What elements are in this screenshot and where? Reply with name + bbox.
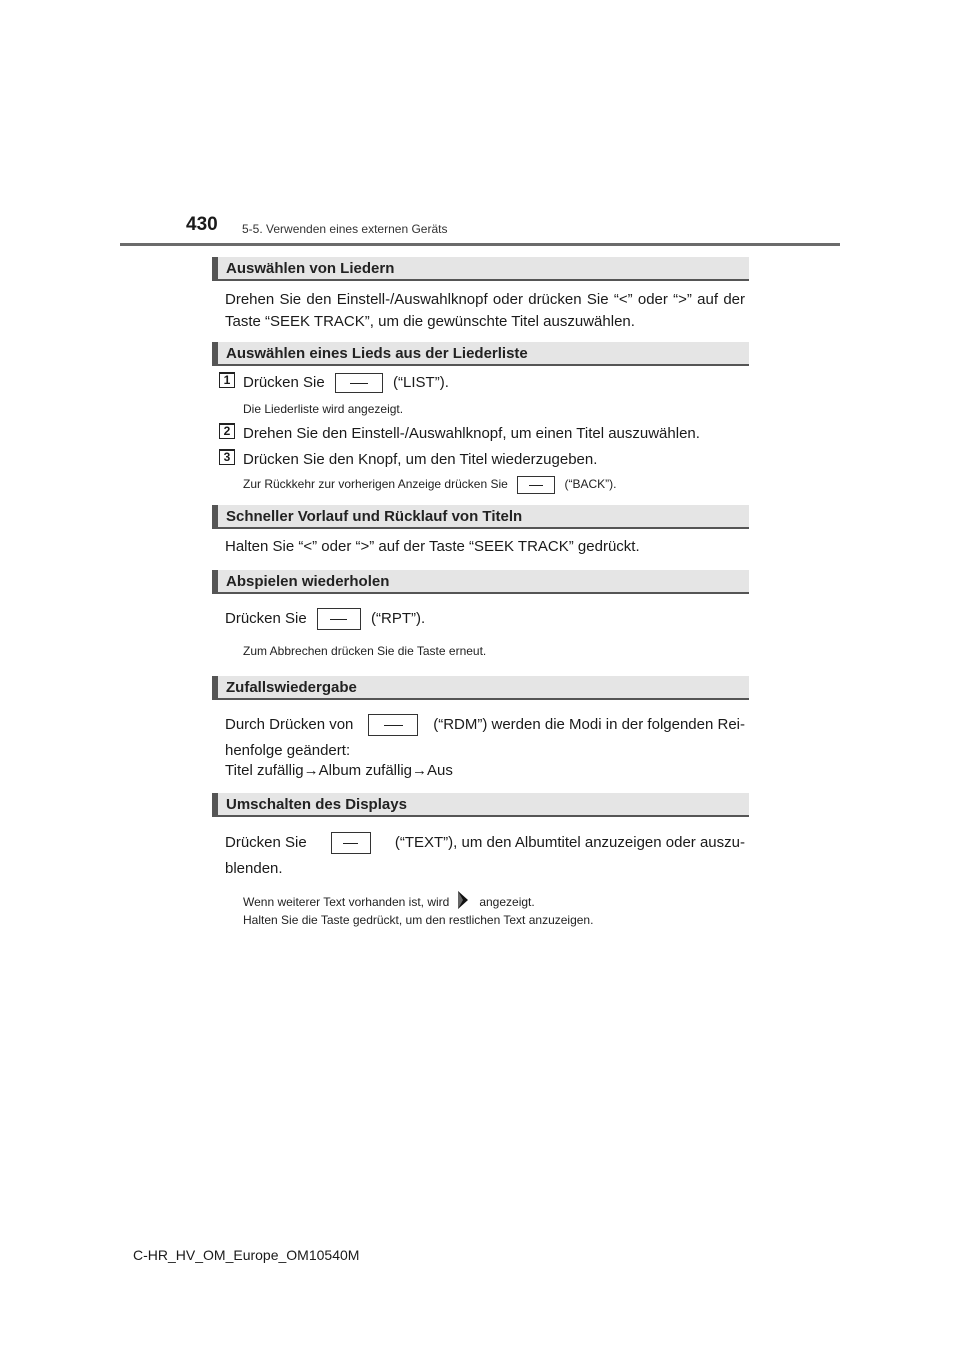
step-2-text: Drehen Sie den Einstell-/Auswahlknopf, um einen Titel auszuwählen. [243,425,700,442]
display-text-line2: blenden. [225,860,283,877]
step-1-badge: 1 [219,372,235,388]
back-button-icon [517,476,555,494]
step-1-text: Drücken Sie (“LIST”). [243,372,449,394]
page-number: 430 [186,214,218,235]
fast-forward-text: Halten Sie “<” oder “>” auf der Taste “SEEK TRACK” gedrückt. [225,538,640,555]
section-heading-repeat: Abspielen wiederholen [212,570,749,594]
list-button-icon [335,373,383,393]
step-3-text: Drücken Sie den Knopf, um den Titel wiederzugeben. [243,451,598,468]
document-id: C-HR_HV_OM_Europe_OM10540M [133,1247,360,1263]
section-heading-song-list: Auswählen eines Lieds aus der Liederliste [212,342,749,366]
more-text-arrow-icon [457,890,469,913]
step-3-note: Zur Rückkehr zur vorherigen Anzeige drücken Sie (“BACK”). [243,476,616,494]
display-note-1: Wenn weiterer Text vorhanden ist, wird angezeigt. [243,890,535,913]
display-note-2: Halten Sie die Taste gedrückt, um den restlichen Text anzuzeigen. [243,913,594,927]
random-text-line2: henfolge geändert: [225,742,351,759]
section-heading-select-songs: Auswählen von Liedern [212,257,749,281]
select-songs-text-line2: Taste “SEEK TRACK”, um die gewünschte Titel auszuwählen. [225,313,635,330]
header-divider [120,243,840,246]
section-heading-display: Umschalten des Displays [212,793,749,817]
display-text-line1: Drücken Sie (“TEXT”), um den Albumtitel anzuzeigen oder auszu- [225,832,745,854]
step-1-note: Die Liederliste wird angezeigt. [243,402,404,416]
select-songs-text-line1: Drehen Sie den Einstell-/Auswahlknopf oder drücken Sie “<” oder “>” auf der [225,291,745,308]
random-text-line1: Durch Drücken von (“RDM”) werden die Modi in der folgenden Rei- [225,714,745,736]
chapter-title: 5-5. Verwenden eines externen Geräts [242,222,448,236]
repeat-text: Drücken Sie (“RPT”). [225,608,425,630]
section-heading-random: Zufallswiedergabe [212,676,749,700]
section-heading-fast-forward: Schneller Vorlauf und Rücklauf von Titeln [212,505,749,529]
random-mode-sequence: Titel zufällig→Album zufällig→Aus [225,762,453,779]
rdm-button-icon [368,714,418,736]
step-2-badge: 2 [219,423,235,439]
rpt-button-icon [317,608,361,630]
step-3-badge: 3 [219,449,235,465]
repeat-note: Zum Abbrechen drücken Sie die Taste erneut. [243,644,487,658]
text-button-icon [331,832,371,854]
